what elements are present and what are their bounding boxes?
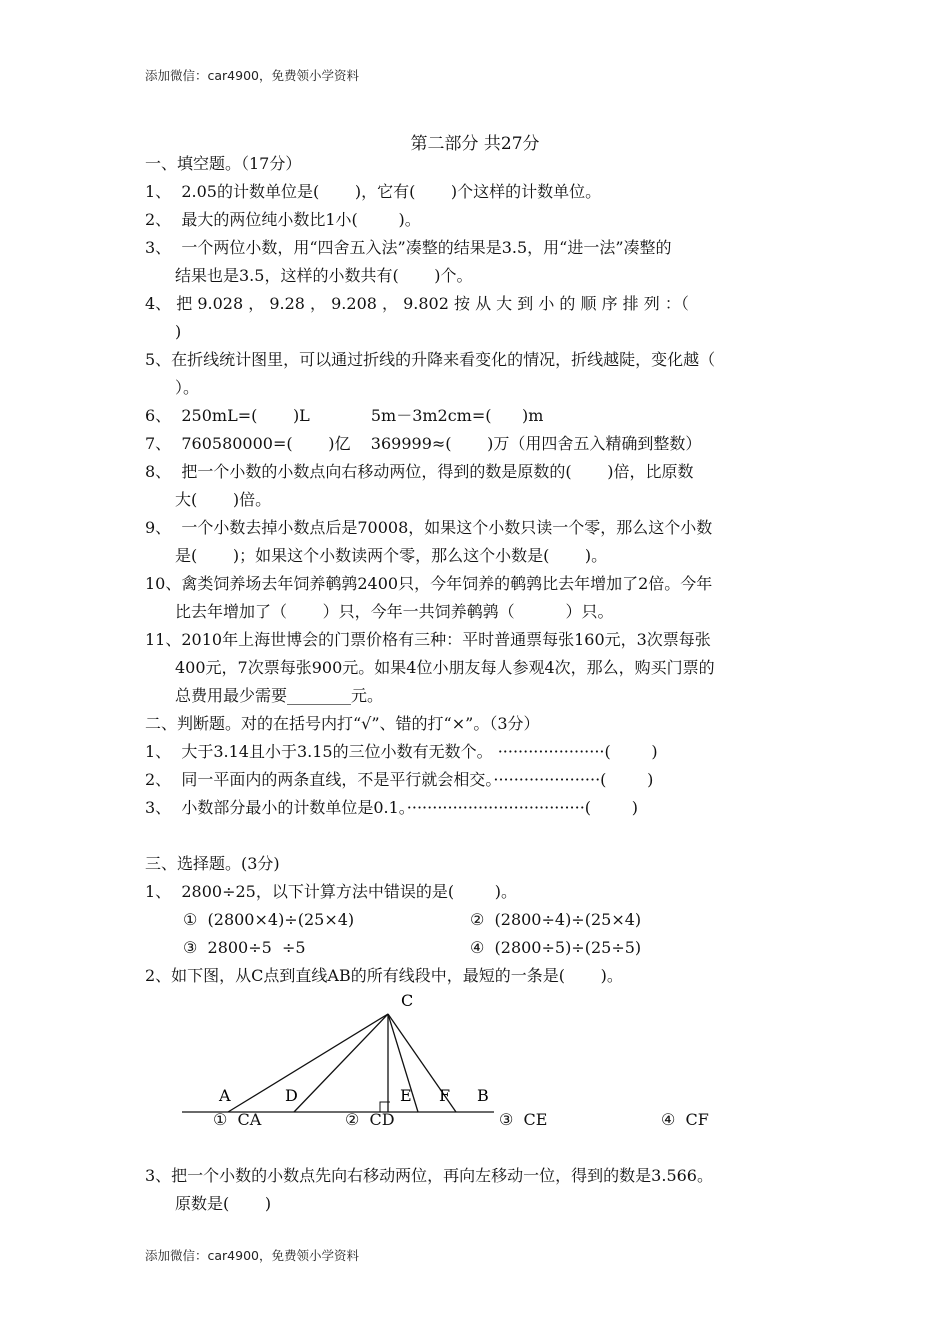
choice-q1-option-1: ① (2800×4)÷(25×4) [183, 910, 355, 929]
section1-heading: 一、填空题。（17分） [145, 154, 302, 173]
label-c: C [401, 991, 414, 1010]
judge-q3: 3、 小数部分最小的计数单位是0.1。···································( ) [145, 798, 638, 817]
header-note: 添加微信：car4900，免费领小学资料 [145, 68, 359, 83]
choice-q1-option-4: ④ (2800÷5)÷(25÷5) [470, 938, 642, 957]
q9-line: 9、 一个小数去掉小数点后是70008，如果这个小数只读一个零，那么这个小数 [145, 518, 713, 537]
choice-q2-option-2: ② CD [345, 1110, 395, 1129]
page-title: 第二部分 共27分 [410, 134, 540, 154]
choice-q2-option-1: ① CA [213, 1110, 262, 1129]
q2-line: 2、 最大的两位纯小数比1小( )。 [145, 210, 421, 229]
label-e: E [400, 1086, 412, 1105]
choice-q1-option-3: ③ 2800÷5 ÷5 [183, 938, 306, 957]
choice-q2-option-4: ④ CF [661, 1110, 709, 1129]
choice-q3: 3、把一个小数的小数点先向右移动两位，再向左移动一位，得到的数是3.566。 [145, 1166, 713, 1185]
q3-line-cont: 结果也是3.5，这样的小数共有( )个。 [175, 266, 473, 285]
q4-line-cont: ) [175, 322, 182, 341]
choice-q2: 2、如下图，从C点到直线AB的所有线段中，最短的一条是( )。 [145, 966, 623, 985]
choice-q1: 1、 2800÷25，以下计算方法中错误的是( )。 [145, 882, 518, 901]
q1-line: 1、 2.05的计数单位是( )，它有( )个这样的计数单位。 [145, 182, 602, 201]
q10-line-cont: 比去年增加了（ ）只，今年一共饲养鹌鹑（ ）只。 [175, 602, 614, 621]
section3-heading: 三、选择题。(3分) [145, 854, 280, 873]
label-b: B [477, 1086, 489, 1105]
label-f: F [439, 1086, 451, 1105]
q5-line: 5、在折线统计图里，可以通过折线的升降来看变化的情况，折线越陡，变化越（ [145, 350, 716, 369]
q9-line-cont: 是( )；如果这个小数读两个零，那么这个小数是( )。 [175, 546, 608, 565]
judge-q1: 1、 大于3.14且小于3.15的三位小数有无数个。 ·····················( ) [145, 742, 658, 761]
choice-q1-option-2: ② (2800÷4)÷(25×4) [470, 910, 642, 929]
q11-line: 11、2010年上海世博会的门票价格有三种：平时普通票每张160元，3次票每张 [145, 630, 711, 649]
q3-line: 3、 一个两位小数，用“四舍五入法”凑整的结果是3.5，用“进一法”凑整的 [145, 238, 672, 257]
judge-q2: 2、 同一平面内的两条直线，不是平行就会相交。·····················( ) [145, 770, 654, 789]
q8-line-cont: 大( )倍。 [175, 490, 272, 509]
q5-line-cont: ）。 [175, 378, 200, 397]
q10-line: 10、禽类饲养场去年饲养鹌鹑2400只，今年饲养的鹌鹑比去年增加了2倍。今年 [145, 574, 713, 593]
q8-line: 8、 把一个小数的小数点向右移动两位，得到的数是原数的( )倍，比原数 [145, 462, 694, 481]
label-d: D [285, 1086, 298, 1105]
section2-heading: 二、判断题。对的在括号内打“√”、错的打“×”。（3分） [145, 714, 540, 733]
q7-line: 7、 760580000=( )亿 369999≈( )万（用四舍五入精确到整数） [145, 434, 702, 453]
q11-line-cont2: 总费用最少需要________元。 [175, 686, 384, 705]
footer-note: 添加微信：car4900，免费领小学资料 [145, 1248, 359, 1263]
q11-line-cont: 400元，7次票每张900元。如果4位小朋友每人参观4次，那么，购买门票的 [175, 658, 715, 677]
label-a: A [219, 1086, 231, 1105]
q4-line: 4、 把 9.028 ， 9.28 ， 9.208 ， 9.802 按 从 大 到 小 的 顺 序 排 列 ：（ [145, 294, 689, 313]
q6-line: 6、 250mL=( )L 5m－3m2cm=( )m [145, 406, 544, 425]
choice-q2-option-3: ③ CE [499, 1110, 548, 1129]
choice-q3-cont: 原数是( ) [175, 1194, 272, 1213]
